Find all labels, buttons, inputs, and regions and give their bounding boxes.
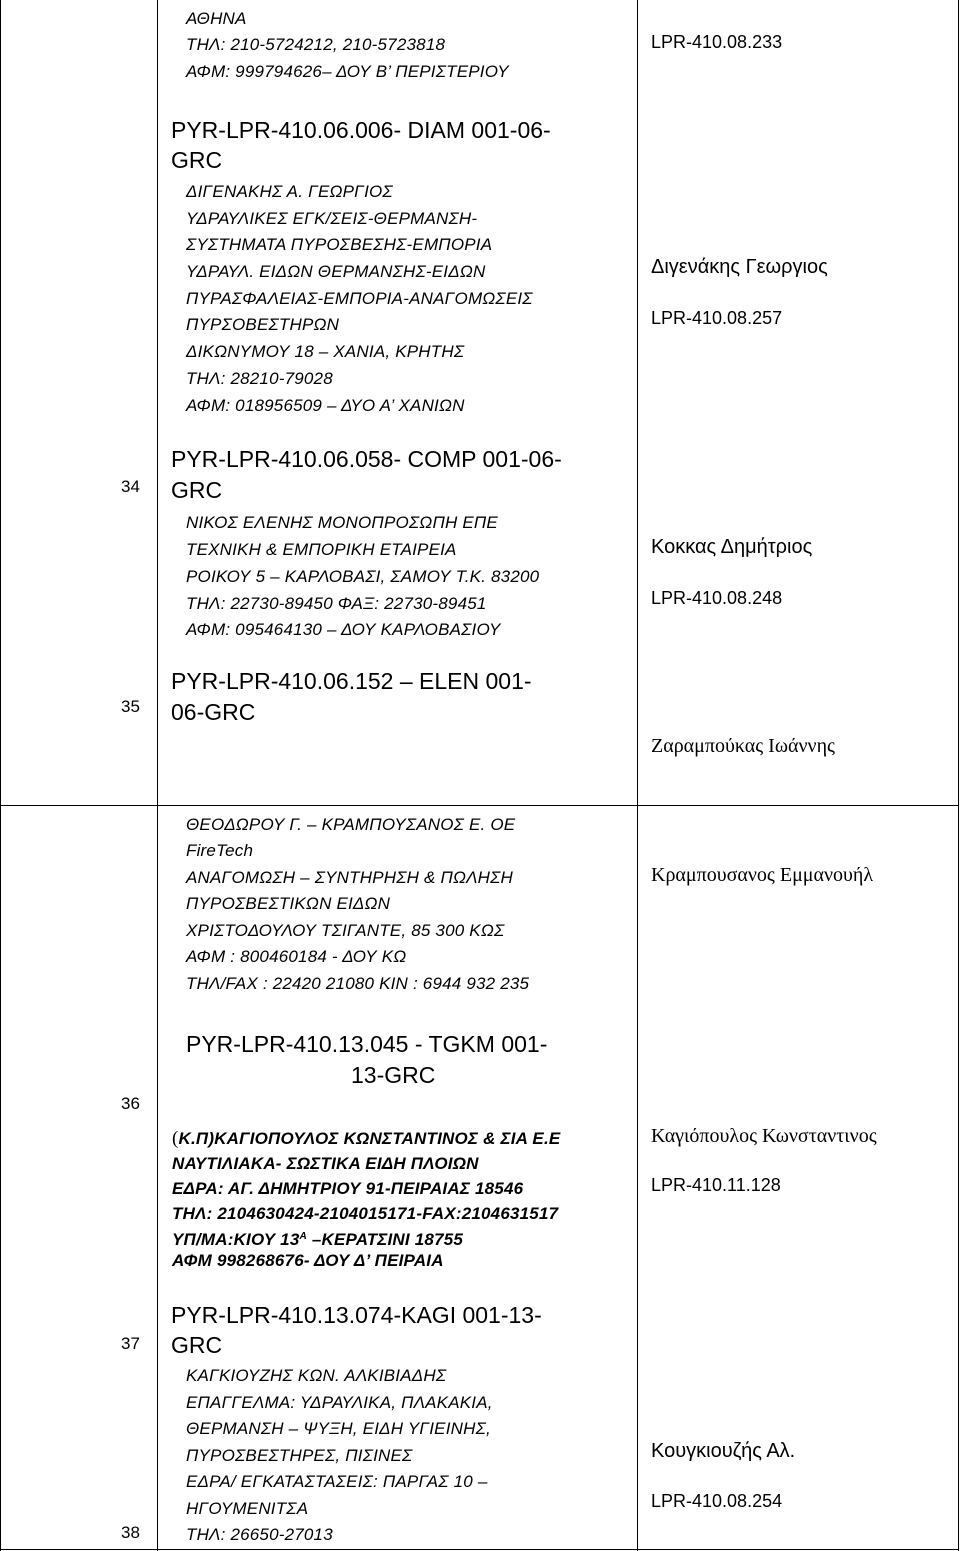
contact-name: Ζαραμπούκας Ιωάννης [651, 735, 835, 757]
contact-name: Καγιόπουλος Κωνσταντινος [651, 1125, 877, 1147]
column-divider-number [157, 0, 158, 1551]
row-number: 34 [121, 477, 140, 496]
registration-code: LPR-410.11.128 [651, 1175, 781, 1195]
certificate-number: GRC [171, 147, 223, 173]
company-line: ΚΑΓΚΙΟΥΖΗΣ ΚΩΝ. ΑΛΚΙΒΙΑΔΗΣ [186, 1366, 447, 1385]
company-line: ΘΕΟΔΩΡΟΥ Γ. – ΚΡΑΜΠΟΥΣΑΝΟΣ Ε. ΟΕ [186, 815, 516, 834]
registration-code: LPR-410.08.233 [651, 32, 783, 52]
company-line: ΝΙΚΟΣ ΕΛΕΝΗΣ ΜΟΝΟΠΡΟΣΩΠΗ ΕΠΕ [186, 513, 498, 532]
company-line: ΤΗΛ/FAX : 22420 21080 ΚΙΝ : 6944 932 235 [186, 974, 530, 993]
company-line: ΔΙΚΩΝΥΜΟΥ 18 – ΧΑΝΙΑ, ΚΡΗΤΗΣ [186, 342, 465, 361]
company-line: ΤΗΛ: 2104630424-2104015171-FAX:2104631517 [172, 1204, 559, 1223]
company-line: ΥΔΡΑΥΛΙΚΕΣ ΕΓΚ/ΣΕΙΣ-ΘΕΡΜΑΝΣΗ- [186, 209, 478, 228]
registration-code: LPR-410.08.254 [651, 1491, 783, 1511]
contact-name: Κραμπουσανος Εμμανουήλ [651, 864, 874, 886]
company-line: ΤΗΛ: 28210-79028 [186, 369, 333, 388]
row-divider [0, 805, 959, 806]
company-line: ΑΘΗΝΑ [186, 9, 247, 28]
column-divider-company [637, 0, 638, 1551]
company-line: ΡΟΙΚΟΥ 5 – ΚΑΡΛΟΒΑΣΙ, ΣΑΜΟΥ Τ.Κ. 83200 [186, 567, 540, 586]
company-line: ΘΕΡΜΑΝΣΗ – ΨΥΞΗ, ΕΙΔΗ ΥΓΙΕΙΝΗΣ, [186, 1419, 491, 1438]
company-prefix: ( [172, 1128, 179, 1149]
table-border-left [0, 0, 1, 1551]
company-line: ΗΓΟΥΜΕΝΙΤΣΑ [186, 1499, 309, 1518]
table-border-bottom [0, 1549, 959, 1550]
company-line: ΕΔΡΑ: ΑΓ. ΔΗΜΗΤΡΙΟΥ 91-ΠΕΙΡΑΙΑΣ 18546 [172, 1179, 524, 1198]
row-number: 37 [121, 1334, 140, 1353]
company-line: ΤΗΛ: 26650-27013 [186, 1525, 333, 1544]
contact-name: Κουγκιουζής Αλ. [651, 1440, 796, 1462]
company-line: ΠΥΡΑΣΦΑΛΕΙΑΣ-ΕΜΠΟΡΙΑ-ΑΝΑΓΟΜΩΣΕΙΣ [186, 289, 533, 308]
company-line: ΤΕΧΝΙΚΗ & ΕΜΠΟΡΙΚΗ ΕΤΑΙΡΕΙΑ [186, 540, 457, 559]
company-line: ΠΥΡΟΣΒΕΣΤΙΚΩΝ ΕΙΔΩΝ [186, 894, 391, 913]
company-line: ΔΙΓΕΝΑΚΗΣ Α. ΓΕΩΡΓΙΟΣ [186, 182, 393, 201]
company-line: ΑΦΜ : 800460184 - ΔΟΥ ΚΩ [186, 947, 407, 966]
certificate-number: 13-GRC [351, 1062, 436, 1088]
company-line: ΠΥΡΣΟΒΕΣΤΗΡΩΝ [186, 315, 340, 334]
company-line: ΑΝΑΓΟΜΩΣΗ – ΣΥΝΤΗΡΗΣΗ & ΠΩΛΗΣΗ [186, 868, 514, 887]
company-line: ΣΥΣΤΗΜΑΤΑ ΠΥΡΟΣΒΕΣΗΣ-ΕΜΠΟΡΙΑ [186, 235, 493, 254]
certificate-number: PYR-LPR-410.06.152 – ELEN 001- [171, 668, 532, 694]
superscript: Α [299, 1231, 307, 1242]
certificate-number: 06-GRC [171, 699, 256, 725]
company-line: FireTech [186, 841, 254, 860]
certificate-number: PYR-LPR-410.13.045 - TGKM 001- [186, 1031, 548, 1057]
company-line: ΑΦΜ: 999794626– ΔΟΥ Β’ ΠΕΡΙΣΤΕΡΙΟΥ [186, 62, 509, 81]
company-line-text: ΥΠ/ΜΑ:ΚΙΟΥ 13 [172, 1230, 300, 1249]
company-line: ΤΗΛ: 210-5724212, 210-5723818 [186, 35, 446, 54]
table-border-right [958, 0, 959, 1551]
certificate-number: GRC [171, 477, 223, 503]
registration-code: LPR-410.08.257 [651, 308, 783, 328]
certificate-number: PYR-LPR-410.13.074-KAGI 001-13- [171, 1302, 542, 1328]
company-line: ΑΦΜ: 095464130 – ΔΟΥ ΚΑΡΛΟΒΑΣΙΟΥ [186, 620, 501, 639]
company-line: ΕΠΑΓΓΕΛΜΑ: ΥΔΡΑΥΛΙΚΑ, ΠΛΑΚΑΚΙΑ, [186, 1393, 493, 1412]
company-line-text: Κ.Π)ΚΑΓΙΟΠΟΥΛΟΣ ΚΩΝΣΤΑΝΤΙΝΟΣ & ΣΙΑ Ε.Ε [178, 1129, 561, 1148]
certificate-number: PYR-LPR-410.06.006- DIAM 001-06- [171, 117, 551, 143]
company-line: ΑΦΜ: 018956509 – ΔΥΟ Α’ ΧΑΝΙΩΝ [186, 396, 465, 415]
row-number: 35 [121, 697, 140, 716]
company-line: ΥΔΡΑΥΛ. ΕΙΔΩΝ ΘΕΡΜΑΝΣΗΣ-ΕΙΔΩΝ [186, 262, 486, 281]
company-line: ΕΔΡΑ/ ΕΓΚΑΤΑΣΤΑΣΕΙΣ: ΠΑΡΓΑΣ 10 – [186, 1472, 488, 1491]
contact-name: Διγενάκης Γεωργιος [651, 256, 828, 278]
row-number: 38 [121, 1523, 140, 1542]
certificate-number: PYR-LPR-410.06.058- COMP 001-06- [171, 446, 562, 472]
company-line: ΝΑΥΤΙΛΙΑΚΑ- ΣΩΣΤΙΚΑ ΕΙΔΗ ΠΛΟΙΩΝ [172, 1154, 479, 1173]
row-number: 36 [121, 1094, 140, 1113]
company-line: ΤΗΛ: 22730-89450 ΦΑΞ: 22730-89451 [186, 594, 487, 613]
registration-code: LPR-410.08.248 [651, 588, 783, 608]
company-line: ΑΦΜ 998268676- ΔΟΥ Δ’ ΠΕΙΡΑΙΑ [172, 1251, 444, 1270]
certificate-number: GRC [171, 1332, 223, 1358]
company-line: ΠΥΡΟΣΒΕΣΤΗΡΕΣ, ΠΙΣΙΝΕΣ [186, 1446, 413, 1465]
company-line [172, 1125, 560, 1152]
company-line: ΧΡΙΣΤΟΔΟΥΛΟΥ ΤΣΙΓΑΝΤΕ, 85 300 ΚΩΣ [186, 921, 505, 940]
company-line-text: –ΚΕΡΑΤΣΙΝΙ 18755 [306, 1230, 464, 1249]
contact-name: Κοκκας Δημήτριος [651, 536, 813, 558]
